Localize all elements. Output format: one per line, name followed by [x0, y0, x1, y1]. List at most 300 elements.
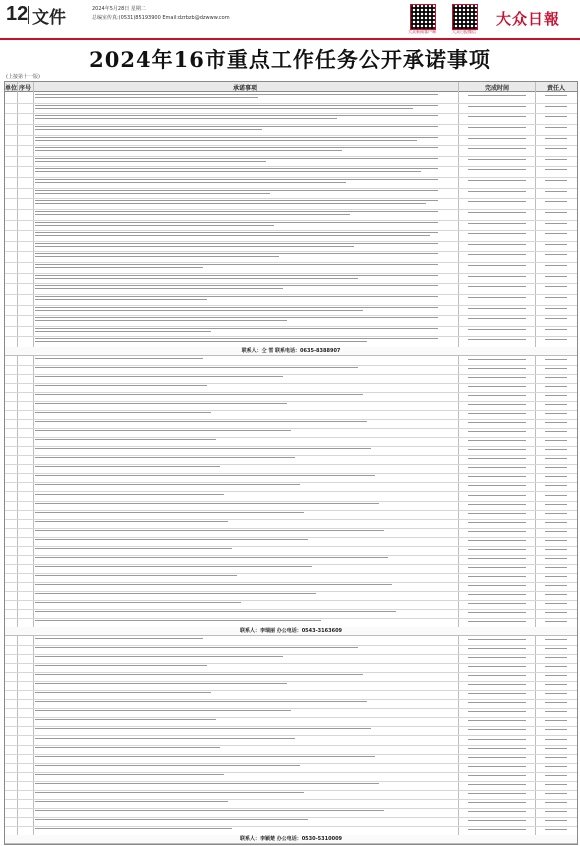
deadline-cell: [461, 178, 533, 183]
owner-cell: [537, 252, 575, 257]
owner-cell: [537, 718, 575, 723]
owner-cell: [537, 637, 575, 642]
text-line: [35, 150, 342, 151]
text-line: [35, 137, 438, 138]
text-line: [35, 593, 316, 594]
text-line: [35, 94, 438, 95]
deadline-cell: [461, 538, 533, 543]
deadline-cell: [461, 366, 533, 371]
owner-cell: [537, 583, 575, 588]
text-line: [468, 811, 526, 812]
text-line: [468, 576, 526, 577]
text-line: [545, 603, 568, 604]
text-line: [35, 225, 274, 226]
section-divider: [28, 6, 29, 24]
text-line: [468, 458, 526, 459]
text-line: [35, 115, 438, 116]
text-line: [545, 386, 568, 387]
commitment-text: [35, 538, 455, 545]
owner-cell: [537, 556, 575, 561]
continuation-note: (上接第十一版): [6, 74, 40, 80]
text-line: [468, 485, 526, 486]
deadline-cell: [461, 727, 533, 732]
commitment-text: [35, 601, 455, 608]
commitment-text: [35, 547, 455, 554]
text-line: [545, 449, 568, 450]
text-line: [545, 431, 568, 432]
deadline-cell: [461, 565, 533, 570]
text-line: [468, 127, 526, 128]
text-line: [468, 829, 526, 830]
deadline-cell: [461, 438, 533, 443]
text-line: [35, 494, 224, 495]
owner-cell: [537, 231, 575, 236]
text-line: [468, 675, 526, 676]
deadline-cell: [461, 93, 533, 98]
commitment-text: [35, 646, 455, 653]
owner-cell: [537, 438, 575, 443]
commitment-text: [35, 357, 455, 364]
deadline-cell: [461, 337, 533, 342]
text-line: [468, 386, 526, 387]
text-line: [545, 793, 568, 794]
text-line: [468, 201, 526, 202]
text-line: [468, 540, 526, 541]
deadline-cell: [461, 474, 533, 479]
deadline-cell: [461, 199, 533, 204]
text-line: [35, 521, 228, 522]
header-index: 序号: [18, 85, 31, 92]
editor-line: 总编室传真:(0531)85193900 Email:dzrbzb@dzwww.com: [92, 15, 230, 21]
commitment-text: [35, 146, 455, 155]
text-line: [35, 108, 413, 109]
text-line: [35, 475, 375, 476]
owner-cell: [537, 538, 575, 543]
text-line: [545, 675, 568, 676]
owner-cell: [537, 242, 575, 247]
owner-cell: [537, 709, 575, 714]
text-line: [545, 567, 568, 568]
text-line: [35, 179, 438, 180]
commitment-text: [35, 827, 455, 834]
deadline-cell: [461, 221, 533, 226]
owner-cell: [537, 691, 575, 696]
commitment-text: [35, 420, 455, 427]
text-line: [545, 775, 568, 776]
text-line: [35, 774, 224, 775]
commitment-text: [35, 664, 455, 671]
owner-cell: [537, 456, 575, 461]
text-line: [35, 264, 438, 265]
deadline-cell: [461, 601, 533, 606]
text-line: [468, 639, 526, 640]
text-line: [35, 819, 308, 820]
commitment-text: [35, 114, 455, 123]
commitment-text: [35, 483, 455, 490]
deadline-cell: [461, 104, 533, 109]
owner-cell: [537, 199, 575, 204]
qr-label-wechat: 大众日报微信: [452, 29, 476, 34]
text-line: [35, 140, 417, 141]
text-line: [468, 558, 526, 559]
deadline-cell: [461, 252, 533, 257]
owner-cell: [537, 210, 575, 215]
owner-cell: [537, 818, 575, 823]
text-line: [35, 341, 367, 342]
text-line: [35, 575, 237, 576]
text-line: [35, 203, 426, 204]
text-line: [35, 457, 295, 458]
text-line: [468, 739, 526, 740]
text-line: [35, 421, 367, 422]
text-line: [35, 611, 396, 612]
commitment-text: [35, 737, 455, 744]
text-line: [468, 495, 526, 496]
text-line: [468, 233, 526, 234]
text-line: [35, 692, 211, 693]
text-line: [468, 339, 526, 340]
text-line: [468, 395, 526, 396]
deadline-cell: [461, 520, 533, 525]
text-line: [35, 222, 438, 223]
text-line: [35, 288, 283, 289]
owner-cell: [537, 755, 575, 760]
commitment-text: [35, 818, 455, 825]
text-line: [35, 620, 321, 621]
owner-cell: [537, 465, 575, 470]
owner-cell: [537, 764, 575, 769]
commitment-text: [35, 565, 455, 572]
text-line: [35, 275, 438, 276]
commitment-text: [35, 189, 455, 198]
text-line: [35, 118, 337, 119]
commitment-text: [35, 574, 455, 581]
text-line: [545, 766, 568, 767]
commitment-text: [35, 682, 455, 689]
text-line: [545, 476, 568, 477]
owner-cell: [537, 306, 575, 311]
deadline-cell: [461, 673, 533, 678]
text-line: [35, 235, 430, 236]
deadline-cell: [461, 718, 533, 723]
text-line: [35, 232, 438, 233]
header-deadline: 完成时间: [484, 85, 509, 92]
text-line: [545, 254, 568, 255]
deadline-cell: [461, 263, 533, 268]
commitment-text: [35, 125, 455, 134]
text-line: [468, 106, 526, 107]
text-line: [545, 95, 568, 96]
text-line: [35, 193, 270, 194]
text-line: [545, 711, 568, 712]
text-line: [545, 404, 568, 405]
text-line: [468, 404, 526, 405]
text-line: [545, 276, 568, 277]
owner-cell: [537, 682, 575, 687]
text-line: [545, 657, 568, 658]
text-line: [468, 603, 526, 604]
owner-cell: [537, 274, 575, 279]
text-line: [35, 310, 363, 311]
deadline-cell: [461, 764, 533, 769]
commitment-text: [35, 104, 455, 113]
text-line: [35, 801, 228, 802]
text-line: [545, 522, 568, 523]
commitment-text: [35, 619, 455, 626]
text-line: [35, 674, 363, 675]
commitment-text: [35, 327, 455, 336]
text-line: [468, 95, 526, 96]
text-line: [35, 439, 216, 440]
masthead: [0, 0, 580, 40]
deadline-cell: [461, 709, 533, 714]
commitment-text: [35, 199, 455, 208]
text-line: [545, 820, 568, 821]
text-line: [545, 829, 568, 830]
text-line: [545, 106, 568, 107]
deadline-cell: [461, 136, 533, 141]
commitment-text: [35, 231, 455, 240]
owner-cell: [537, 402, 575, 407]
text-line: [545, 244, 568, 245]
text-line: [545, 739, 568, 740]
text-line: [545, 648, 568, 649]
text-line: [545, 308, 568, 309]
commitment-text: [35, 773, 455, 780]
deadline-cell: [461, 210, 533, 215]
commitment-text: [35, 447, 455, 454]
text-line: [35, 647, 358, 648]
text-line: [545, 377, 568, 378]
text-line: [545, 169, 568, 170]
commitment-text: [35, 411, 455, 418]
text-line: [468, 476, 526, 477]
text-line: [545, 159, 568, 160]
deadline-cell: [461, 529, 533, 534]
owner-cell: [537, 157, 575, 162]
text-line: [468, 775, 526, 776]
text-line: [35, 243, 438, 244]
deadline-cell: [461, 295, 533, 300]
deadline-cell: [461, 691, 533, 696]
text-line: [468, 666, 526, 667]
date-line: 2024年5月28日 星期二: [92, 6, 146, 12]
text-line: [35, 710, 291, 711]
text-line: [35, 358, 203, 359]
owner-cell: [537, 610, 575, 615]
owner-cell: [537, 114, 575, 119]
text-line: [545, 748, 568, 749]
owner-cell: [537, 316, 575, 321]
text-line: [468, 820, 526, 821]
text-line: [35, 403, 287, 404]
text-line: [468, 191, 526, 192]
owner-cell: [537, 655, 575, 660]
owner-cell: [537, 547, 575, 552]
owner-cell: [537, 700, 575, 705]
owner-cell: [537, 384, 575, 389]
text-line: [545, 531, 568, 532]
text-line: [545, 467, 568, 468]
commitment-text: [35, 655, 455, 662]
text-line: [35, 97, 258, 98]
text-line: [545, 180, 568, 181]
text-line: [468, 297, 526, 298]
deadline-cell: [461, 402, 533, 407]
text-line: [468, 368, 526, 369]
text-line: [35, 211, 438, 212]
commitment-text: [35, 284, 455, 293]
text-line: [35, 539, 308, 540]
owner-cell: [537, 104, 575, 109]
commitment-text: [35, 809, 455, 816]
text-line: [468, 504, 526, 505]
deadline-cell: [461, 274, 533, 279]
text-line: [35, 566, 312, 567]
text-line: [545, 757, 568, 758]
deadline-cell: [461, 242, 533, 247]
contact-row-heze: 联系人：李颖楚 办公电话：0530-5310009: [5, 835, 577, 844]
text-line: [35, 200, 438, 201]
commitment-text: [35, 274, 455, 283]
owner-cell: [537, 502, 575, 507]
text-line: [545, 368, 568, 369]
owner-cell: [537, 746, 575, 751]
deadline-cell: [461, 637, 533, 642]
owner-cell: [537, 357, 575, 362]
text-line: [545, 485, 568, 486]
deadline-cell: [461, 465, 533, 470]
owner-cell: [537, 782, 575, 787]
header-item: 承诺事项: [232, 85, 257, 92]
commitment-text: [35, 474, 455, 481]
text-line: [468, 286, 526, 287]
text-line: [35, 394, 363, 395]
deadline-cell: [461, 447, 533, 452]
owner-cell: [537, 178, 575, 183]
commitment-text: [35, 465, 455, 472]
commitment-text: [35, 136, 455, 145]
text-line: [35, 246, 354, 247]
commitment-text: [35, 316, 455, 325]
deadline-cell: [461, 773, 533, 778]
commitment-text: [35, 375, 455, 382]
deadline-cell: [461, 384, 533, 389]
text-line: [545, 318, 568, 319]
owner-cell: [537, 529, 575, 534]
text-line: [35, 129, 262, 130]
text-line: [468, 711, 526, 712]
text-line: [545, 413, 568, 414]
text-line: [35, 190, 438, 191]
owner-cell: [537, 447, 575, 452]
text-line: [468, 377, 526, 378]
text-line: [468, 276, 526, 277]
page-number: 12: [6, 3, 29, 25]
text-line: [468, 329, 526, 330]
text-line: [545, 148, 568, 149]
text-line: [468, 784, 526, 785]
text-line: [468, 657, 526, 658]
text-line: [35, 683, 287, 684]
commitment-text: [35, 637, 455, 644]
text-line: [545, 329, 568, 330]
text-line: [35, 158, 438, 159]
text-line: [35, 548, 232, 549]
text-line: [545, 116, 568, 117]
text-line: [35, 466, 220, 467]
publication-info: [92, 5, 230, 23]
text-line: [35, 701, 367, 702]
text-line: [35, 412, 211, 413]
deadline-cell: [461, 502, 533, 507]
text-line: [35, 307, 438, 308]
commitment-text: [35, 263, 455, 272]
text-line: [545, 422, 568, 423]
text-line: [35, 256, 279, 257]
owner-cell: [537, 646, 575, 651]
text-line: [35, 828, 232, 829]
text-line: [35, 147, 438, 148]
text-line: [468, 212, 526, 213]
text-line: [35, 719, 216, 720]
owner-cell: [537, 146, 575, 151]
text-line: [468, 693, 526, 694]
text-line: [35, 385, 207, 386]
commitment-text: [35, 493, 455, 500]
owner-cell: [537, 800, 575, 805]
text-line: [468, 359, 526, 360]
owner-cell: [537, 136, 575, 141]
commitment-text: [35, 755, 455, 762]
text-line: [35, 747, 220, 748]
deadline-cell: [461, 610, 533, 615]
owner-cell: [537, 520, 575, 525]
text-line: [468, 531, 526, 532]
commitment-text: [35, 221, 455, 230]
owner-cell: [537, 737, 575, 742]
commitment-text: [35, 306, 455, 315]
text-line: [468, 159, 526, 160]
commitment-text: [35, 384, 455, 391]
text-line: [545, 233, 568, 234]
text-line: [35, 285, 438, 286]
owner-cell: [537, 773, 575, 778]
deadline-cell: [461, 592, 533, 597]
commitment-text: [35, 167, 455, 176]
text-line: [468, 254, 526, 255]
text-line: [35, 656, 283, 657]
text-line: [468, 148, 526, 149]
text-line: [468, 594, 526, 595]
text-line: [545, 639, 568, 640]
owner-cell: [537, 366, 575, 371]
deadline-cell: [461, 809, 533, 814]
commitment-text: [35, 402, 455, 409]
owner-cell: [537, 493, 575, 498]
text-line: [468, 265, 526, 266]
text-line: [468, 513, 526, 514]
text-line: [545, 621, 568, 622]
commitment-text: [35, 178, 455, 187]
commitment-text: [35, 718, 455, 725]
commitment-text: [35, 764, 455, 771]
commitment-text: [35, 746, 455, 753]
commitment-text: [35, 673, 455, 680]
qr-code-wechat: [452, 4, 478, 30]
text-line: [35, 328, 438, 329]
commitment-text: [35, 242, 455, 251]
